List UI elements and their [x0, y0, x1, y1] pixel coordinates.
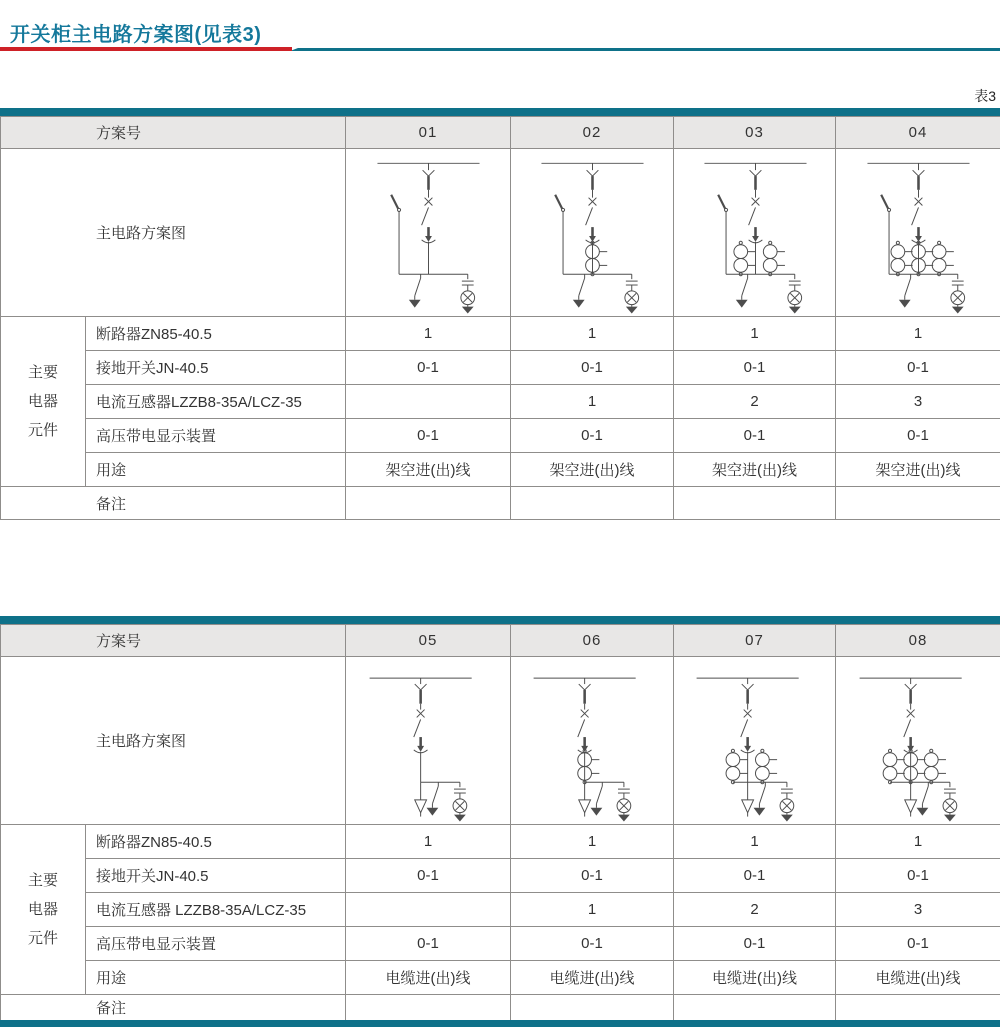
component-value-cell: 0-1	[674, 927, 836, 961]
side-label-line: 电器	[27, 393, 58, 410]
component-value-cell: 电缆进(出)线	[346, 961, 511, 995]
component-value-cell: 0-1	[511, 927, 674, 961]
page-title: 开关柜主电路方案图(见表3)	[10, 24, 262, 46]
component-value-cell: 架空进(出)线	[836, 453, 1000, 487]
component-value-cell: 0-1	[346, 859, 511, 893]
remark-value-cell	[511, 995, 674, 1021]
component-row-label: 电流互感器 LZZB8-35A/LCZ-35	[86, 893, 346, 927]
scheme-table-05-08	[0, 624, 1000, 1021]
component-value-cell	[346, 385, 511, 419]
component-row	[1, 453, 1000, 487]
table-number-tag: 表3	[974, 88, 996, 104]
component-value-cell: 电缆进(出)线	[836, 961, 1000, 995]
scheme-number-header: 方案号	[1, 117, 346, 149]
component-row	[1, 927, 1000, 961]
title-underline-red	[0, 47, 292, 51]
component-value-cell: 1	[511, 385, 674, 419]
circuit-diagram-04	[838, 150, 998, 316]
component-row	[1, 893, 1000, 927]
diagram-row-label: 主电路方案图	[1, 657, 346, 825]
component-value-cell: 架空进(出)线	[674, 453, 836, 487]
scheme-number-01: 01	[346, 117, 511, 149]
component-value-cell: 2	[674, 385, 836, 419]
diagram-cell-03	[674, 149, 836, 317]
circuit-diagram-02	[512, 150, 672, 316]
circuit-diagram-07	[675, 658, 835, 824]
table-header-row	[1, 625, 1000, 657]
side-label-main-components	[1, 825, 86, 995]
diagram-cell-06	[511, 657, 674, 825]
diagram-row	[1, 657, 1000, 825]
circuit-diagram-05	[348, 658, 508, 824]
component-value-cell: 1	[836, 317, 1000, 351]
component-value-cell: 0-1	[346, 419, 511, 453]
component-value-cell: 1	[346, 825, 511, 859]
side-label-line: 主要	[27, 872, 58, 889]
component-value-cell: 0-1	[511, 419, 674, 453]
scheme-table-01-04	[0, 116, 1000, 520]
component-value-cell: 0-1	[836, 419, 1000, 453]
component-value-cell: 架空进(出)线	[511, 453, 674, 487]
side-label-main-components	[1, 317, 86, 487]
component-value-cell: 电缆进(出)线	[511, 961, 674, 995]
table-top-bar	[0, 616, 1000, 624]
diagram-row	[1, 149, 1000, 317]
scheme-number-08: 08	[836, 625, 1000, 657]
component-value-cell: 1	[674, 825, 836, 859]
page-bottom-bar	[0, 1020, 1000, 1027]
component-value-cell: 0-1	[674, 859, 836, 893]
component-value-cell: 1	[674, 317, 836, 351]
diagram-cell-07	[674, 657, 836, 825]
table-header-row	[1, 117, 1000, 149]
circuit-diagram-08	[838, 658, 998, 824]
side-label-line: 主要	[27, 364, 58, 381]
component-value-cell: 0-1	[674, 351, 836, 385]
component-value-cell: 0-1	[836, 859, 1000, 893]
diagram-cell-02	[511, 149, 674, 317]
component-row	[1, 351, 1000, 385]
diagram-row-label: 主电路方案图	[1, 149, 346, 317]
diagram-cell-04	[836, 149, 1000, 317]
scheme-table-section-2	[0, 616, 1000, 1021]
remark-value-cell	[346, 487, 511, 520]
component-value-cell: 3	[836, 893, 1000, 927]
component-row-label: 用途	[86, 961, 346, 995]
remark-value-cell	[674, 487, 836, 520]
component-row-label: 电流互感器LZZB8-35A/LCZ-35	[86, 385, 346, 419]
component-value-cell: 1	[511, 317, 674, 351]
component-value-cell: 0-1	[346, 927, 511, 961]
component-value-cell: 1	[836, 825, 1000, 859]
remark-value-cell	[511, 487, 674, 520]
component-row	[1, 825, 1000, 859]
scheme-table-section-1	[0, 108, 1000, 520]
side-label-line: 元件	[27, 422, 58, 439]
component-row-label: 断路器ZN85-40.5	[86, 825, 346, 859]
component-value-cell: 1	[511, 825, 674, 859]
component-row-label: 断路器ZN85-40.5	[86, 317, 346, 351]
remark-row	[1, 487, 1000, 520]
scheme-number-02: 02	[511, 117, 674, 149]
circuit-diagram-03	[675, 150, 835, 316]
remark-row-label: 备注	[1, 487, 346, 520]
remark-value-cell	[836, 487, 1000, 520]
remark-value-cell	[346, 995, 511, 1021]
component-value-cell: 0-1	[346, 351, 511, 385]
side-label-line: 电器	[27, 901, 58, 918]
component-value-cell: 0-1	[511, 351, 674, 385]
remark-value-cell	[674, 995, 836, 1021]
scheme-number-03: 03	[674, 117, 836, 149]
title-underline-teal	[290, 48, 1000, 51]
component-row	[1, 317, 1000, 351]
diagram-cell-08	[836, 657, 1000, 825]
component-row-label: 高压带电显示装置	[86, 419, 346, 453]
component-value-cell: 2	[674, 893, 836, 927]
component-row-label: 高压带电显示装置	[86, 927, 346, 961]
scheme-number-header: 方案号	[1, 625, 346, 657]
component-value-cell: 0-1	[836, 351, 1000, 385]
remark-row	[1, 995, 1000, 1021]
scheme-number-04: 04	[836, 117, 1000, 149]
component-row-label: 接地开关JN-40.5	[86, 859, 346, 893]
component-value-cell: 0-1	[674, 419, 836, 453]
circuit-diagram-06	[512, 658, 672, 824]
component-value-cell: 0-1	[511, 859, 674, 893]
component-row	[1, 859, 1000, 893]
scheme-number-07: 07	[674, 625, 836, 657]
component-value-cell	[346, 893, 511, 927]
component-row	[1, 385, 1000, 419]
scheme-number-06: 06	[511, 625, 674, 657]
component-value-cell: 1	[346, 317, 511, 351]
component-row	[1, 961, 1000, 995]
component-row-label: 接地开关JN-40.5	[86, 351, 346, 385]
component-value-cell: 0-1	[836, 927, 1000, 961]
diagram-cell-05	[346, 657, 511, 825]
remark-value-cell	[836, 995, 1000, 1021]
component-value-cell: 架空进(出)线	[346, 453, 511, 487]
table-top-bar	[0, 108, 1000, 116]
component-value-cell: 3	[836, 385, 1000, 419]
component-row	[1, 419, 1000, 453]
component-value-cell: 1	[511, 893, 674, 927]
circuit-diagram-01	[348, 150, 508, 316]
remark-row-label: 备注	[1, 995, 346, 1021]
diagram-cell-01	[346, 149, 511, 317]
component-value-cell: 电缆进(出)线	[674, 961, 836, 995]
component-row-label: 用途	[86, 453, 346, 487]
title-underline	[0, 47, 1000, 51]
scheme-number-05: 05	[346, 625, 511, 657]
side-label-line: 元件	[27, 930, 58, 947]
